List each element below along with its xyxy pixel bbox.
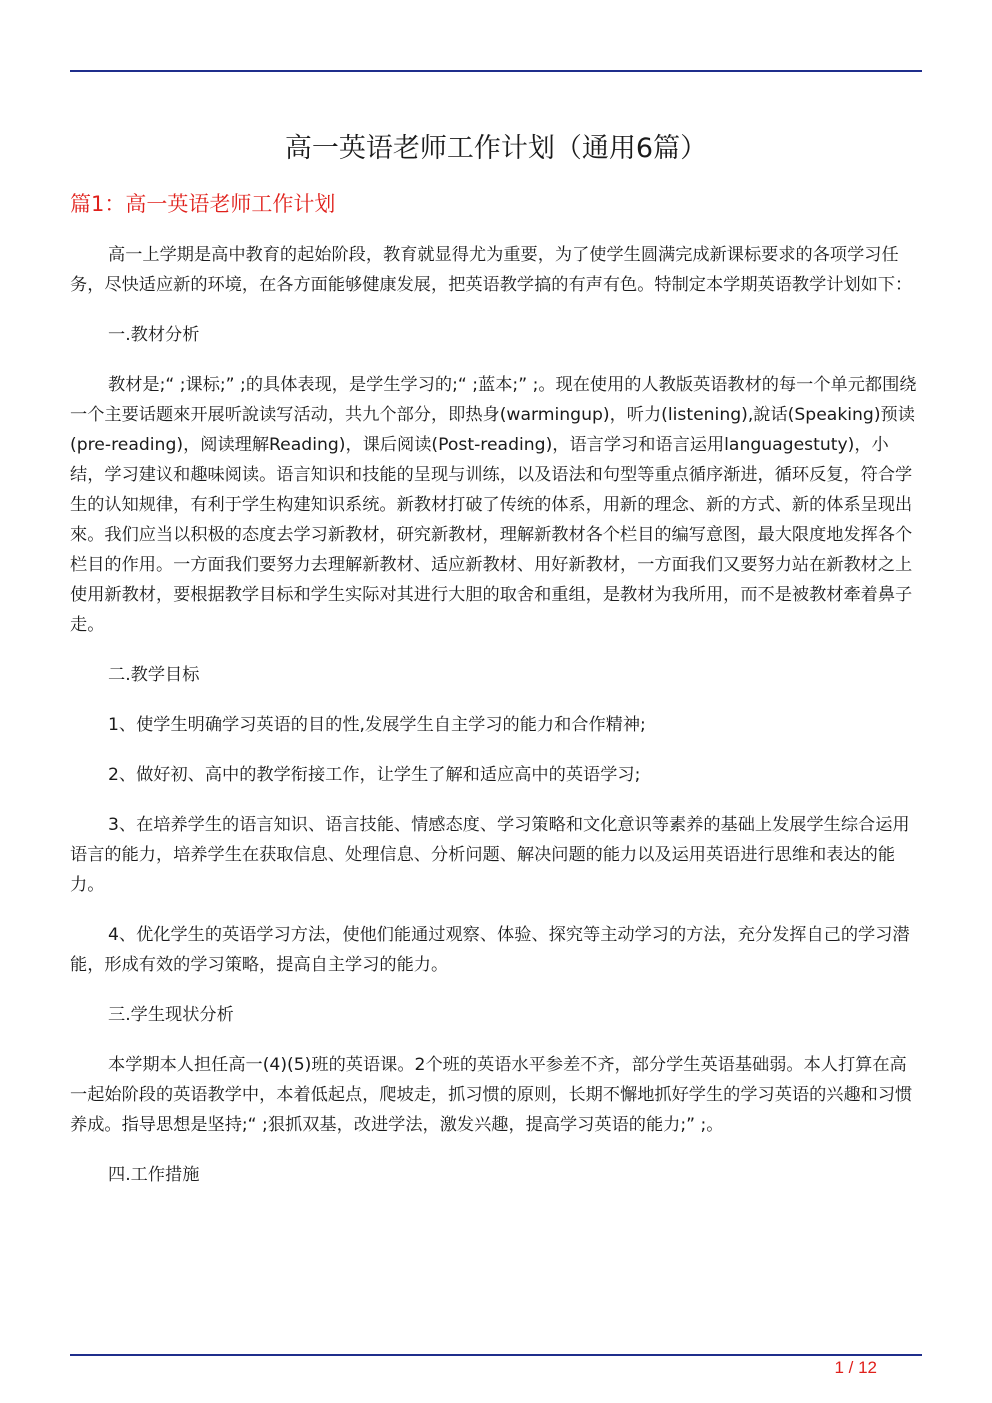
paragraph-student-analysis: 本学期本人担任高一(4)(5)班的英语课。2个班的英语水平参差不齐，部分学生英语基础弱。本人打算在高一起始阶段的英语教学中，本着低起点，爬坡走，抓习惯的原则，长期不懈地抓好学生的学习英语的兴趣和习惯养成。指导思想是坚持;“ ;狠抓双基，改进学法，激发兴趣，提高学习英语的能力;” ;。 — [70, 1055, 913, 1135]
section-title: 篇1：高一英语老师工作计划 — [70, 192, 336, 216]
heading-work-measures: 四.工作措施 — [108, 1165, 200, 1185]
document-title: 高一英语老师工作计划（通用6篇） — [284, 133, 708, 164]
list-item-goal-1: 1、使学生明确学习英语的目的性,发展学生自主学习的能力和合作精神; — [108, 715, 646, 735]
heading-teaching-goals: 二.教学目标 — [108, 665, 200, 685]
paragraph-intro: 高一上学期是高中教育的起始阶段，教育就显得尤为重要，为了使学生圆满完成新课标要求的各项学习任务，尽快适应新的环境，在各方面能够健康发展，把英语教学搞的有声有色。特制定本学期英语教学计划如下： — [70, 245, 913, 295]
header-rule — [70, 70, 922, 72]
paragraph-textbook-analysis: 教材是;“ ;课标;” ;的具体表现，是学生学习的;“ ;蓝本;” ;。现在使用的人教版英语教材的每一个单元都围绕一个主要话题來开展听說读写活动，共九个部分，即热身(warmingup)，听力(listening),說话(Speaking)预读(pre-reading)，阅读理解Reading)，课后阅读(Post-reading)，语言学习和语言运用languagestuty)，小结，学习建议和趣味阅读。语言知识和技能的呈现与训练，以及语法和句型等重点循序渐进，循环反复，符合学生的认知规律，有利于学生构建知识系统。新教材打破了传统的体系，用新的理念、新的方式、新的体系呈现出來。我们应当以积极的态度去学习新教材，研究新教材，理解新教材各个栏目的编写意图，最大限度地发挥各个栏目的作用。一方面我们要努力去理解新教材、适应新教材、用好新教材，一方面我们又要努力站在新教材之上使用新教材，要根据教学目标和学生实际对其进行大胆的取舍和重组，是教材为我所用，而不是被教材牽着鼻子走。 — [70, 375, 917, 635]
footer-rule — [70, 1354, 922, 1356]
list-item-goal-4: 4、优化学生的英语学习方法，使他们能通过观察、体验、探究等主动学习的方法，充分发挥自己的学习潜能，形成有效的学习策略，提高自主学习的能力。 — [70, 925, 910, 975]
list-item-goal-2: 2、做好初、高中的教学衔接工作，让学生了解和适应高中的英语学习; — [108, 765, 641, 785]
document-body — [70, 240, 922, 1190]
list-item-goal-3: 3、在培养学生的语言知识、语言技能、情感态度、学习策略和文化意识等素养的基础上发展学生综合运用语言的能力，培养学生在获取信息、处理信息、分析问题、解决问题的能力以及运用英语进行思维和表达的能力。 — [70, 815, 910, 895]
heading-student-analysis: 三.学生现状分析 — [108, 1005, 234, 1025]
page-number: 1 / 12 — [834, 1358, 877, 1377]
heading-textbook-analysis: 一.教材分析 — [108, 325, 200, 345]
